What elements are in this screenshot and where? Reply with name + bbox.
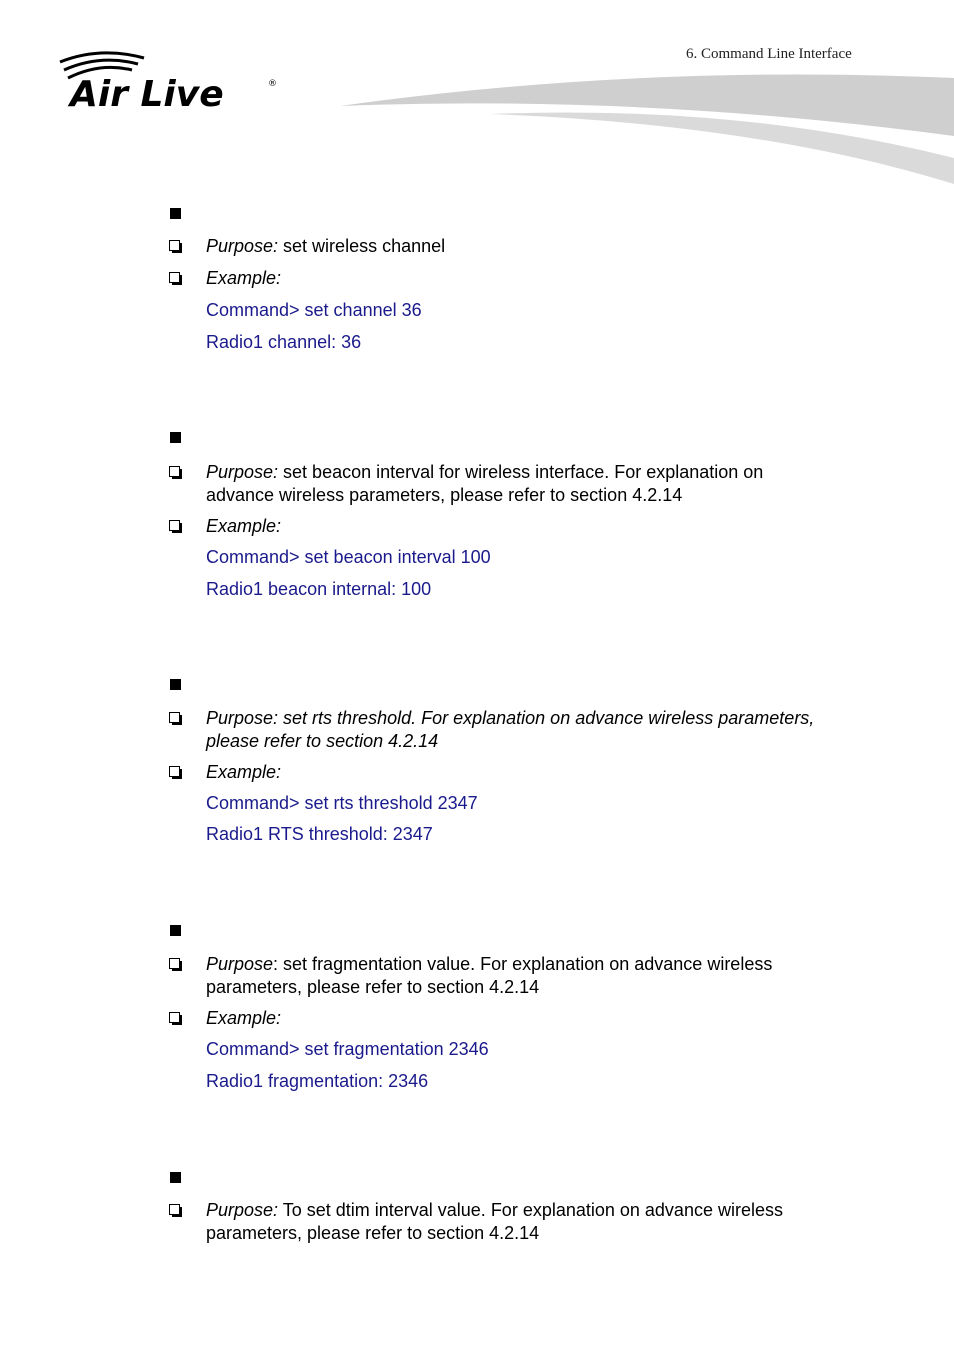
purpose-label: Purpose:: [206, 1200, 279, 1220]
purpose-item: [168, 235, 868, 258]
checkbox-bullet-icon: [169, 766, 180, 777]
command-section-rts: [168, 679, 868, 846]
section-bullet: [170, 1172, 181, 1183]
chapter-header: 6. Command Line Interface: [686, 46, 852, 62]
svg-text:®: ®: [268, 79, 277, 89]
example-label: Example:: [206, 762, 282, 782]
command-section-fragmentation: [168, 925, 868, 1093]
command-output: Radio1 beacon internal: 100: [206, 579, 432, 599]
example-label: Example:: [206, 516, 282, 536]
command-section-channel: [168, 208, 868, 354]
purpose-item: [168, 461, 868, 507]
example-label: Example:: [206, 1008, 282, 1028]
command-example: Command> set fragmentation 2346: [206, 1039, 489, 1059]
purpose-text-line2: please refer to section 4.2.14: [206, 731, 439, 751]
command-output: Radio1 fragmentation: 2346: [206, 1071, 429, 1091]
purpose-text: : set fragmentation value. For explanation on advance wireless: [273, 954, 773, 974]
command-example: Command> set channel 36: [206, 300, 422, 320]
checkbox-bullet-icon: [169, 272, 180, 283]
svg-text:Air Live: Air Live: [70, 74, 224, 114]
checkbox-bullet-icon: [169, 958, 180, 969]
example-item: [168, 1007, 868, 1030]
purpose-label: Purpose:: [206, 236, 279, 256]
purpose-text: set wireless channel: [278, 236, 446, 256]
purpose-item: [168, 953, 868, 999]
checkbox-bullet-icon: [169, 240, 180, 251]
command-output: Radio1 RTS threshold: 2347: [206, 824, 433, 844]
purpose-item: [168, 707, 868, 753]
header-swoosh-graphic: [340, 74, 954, 186]
purpose-text-line2: advance wireless parameters, please refer to section 4.2.14: [206, 485, 683, 505]
command-section-beacon: [168, 432, 868, 601]
purpose-text: set beacon interval for wireless interface. For explanation on: [278, 462, 764, 482]
purpose-label: Purpose:: [206, 462, 279, 482]
checkbox-bullet-icon: [169, 1204, 180, 1215]
section-bullet: [170, 432, 181, 443]
purpose-text-line2: parameters, please refer to section 4.2.14: [206, 977, 540, 997]
checkbox-bullet-icon: [169, 1012, 180, 1023]
example-item: [168, 515, 868, 538]
command-example: Command> set rts threshold 2347: [206, 793, 478, 813]
example-item: [168, 761, 868, 784]
command-output: Radio1 channel: 36: [206, 332, 362, 352]
purpose-label: Purpose: set rts threshold. For explanation on advance wireless parameters,: [206, 708, 815, 728]
section-bullet: [170, 208, 181, 219]
checkbox-bullet-icon: [169, 466, 180, 477]
checkbox-bullet-icon: [169, 520, 180, 531]
purpose-item: [168, 1199, 868, 1245]
example-item: [168, 267, 868, 290]
example-label: Example:: [206, 268, 282, 288]
purpose-text: To set dtim interval value. For explanation on advance wireless: [278, 1200, 783, 1220]
section-bullet: [170, 679, 181, 690]
purpose-label: Purpose: [206, 954, 274, 974]
command-section-dtim: [168, 1172, 868, 1245]
command-example: Command> set beacon interval 100: [206, 547, 491, 567]
checkbox-bullet-icon: [169, 712, 180, 723]
airlive-logo: [54, 48, 284, 114]
section-bullet: [170, 925, 181, 936]
purpose-text-line2: parameters, please refer to section 4.2.14: [206, 1223, 540, 1243]
